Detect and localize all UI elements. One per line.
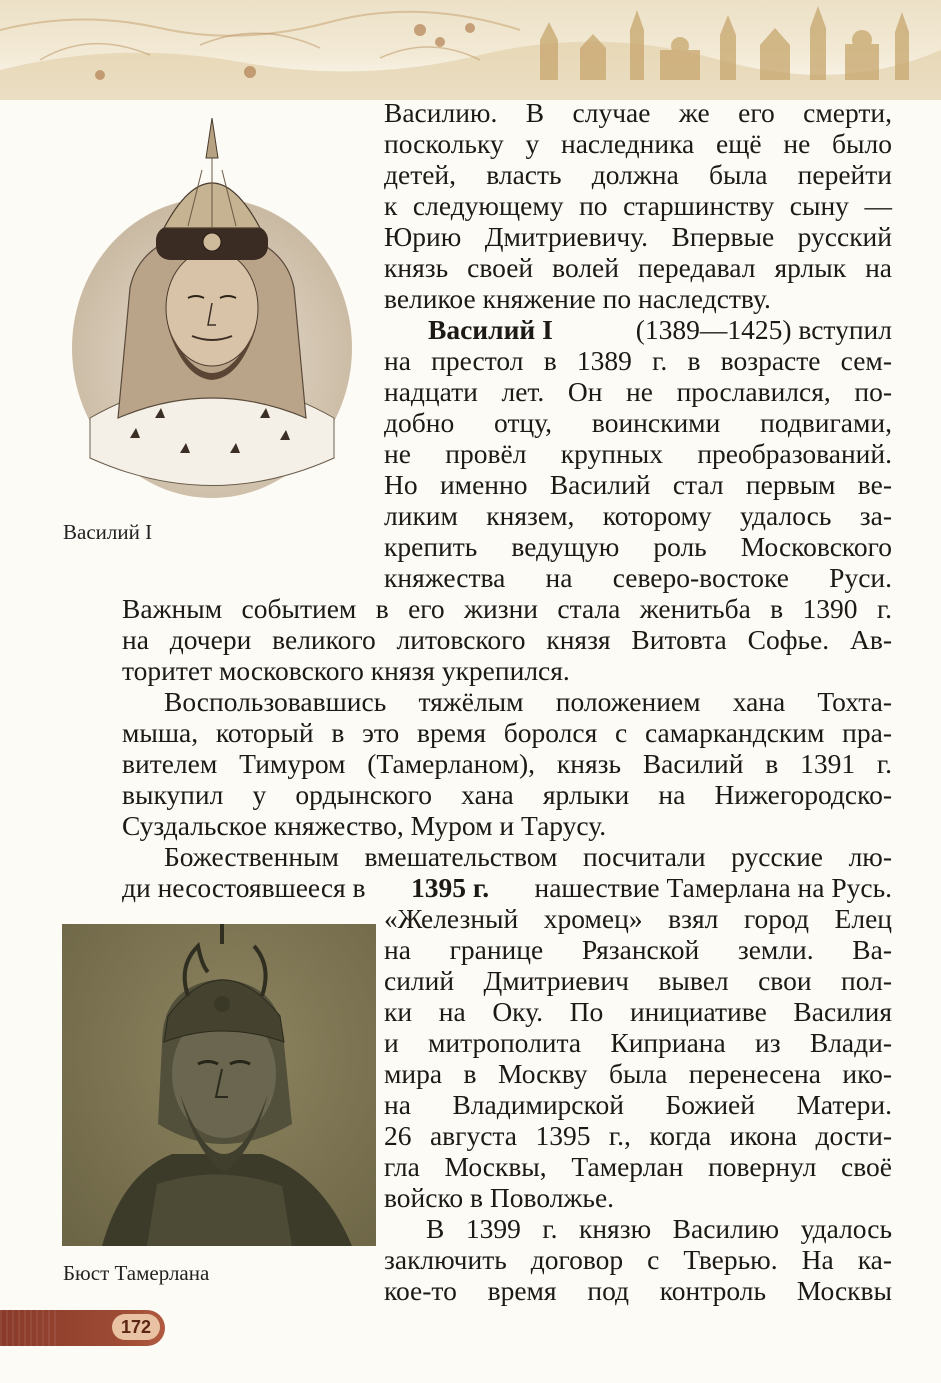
text-line: на границе Рязанской земли. Ва- [384,934,892,965]
text-line: ки на Оку. По инициативе Василия [384,996,892,1027]
text-line: и митрополита Киприана из Влади- [384,1027,892,1058]
city-panorama-icon [0,0,941,100]
text-line: ликим князем, которому удалось за- [384,500,892,531]
text-line: великое княжение по наследству. [384,283,771,314]
text-line [428,314,892,345]
text-line: на дочери великого литовского князя Витовта Софье. Ав- [122,624,892,655]
text-line: не провёл крупных преобразований. [384,438,892,469]
text-line: Важным событием в его жизни стала женитьба в 1390 г. [122,593,892,624]
tamerlane-bust-image [62,924,376,1246]
vasily-name-bold: Василий I [428,314,553,345]
text-line: торитет московского князя укрепился. [122,655,570,686]
text-line: Но именно Василий стал первым ве- [384,469,892,500]
year-1395-bold: 1395 г. [410,872,490,903]
text-line: вителем Тимуром (Тамерланом), князь Василий в 1391 г. [122,748,892,779]
text-line: на престол в 1389 г. в возрасте сем- [384,345,892,376]
text-line: гла Москвы, Тамерлан повернул своё [384,1151,892,1182]
text-line: Василию. В случае же его смерти, [384,97,892,128]
text-line: к следующему по старшинству сыну — [384,190,892,221]
text-line: выкупил у ордынского хана ярлыки на Нижегородско- [122,779,892,810]
text-line: 26 августа 1395 г., когда икона дости- [384,1120,892,1151]
text-line: детей, власть должна была перейти [384,159,892,190]
reign-years: (1389—1425) вступил [635,314,892,345]
text-line: Воспользовавшись тяжёлым положением хана Тохта- [164,686,892,717]
vasily-caption: Василий I [63,520,153,544]
text-line: крепить ведущую роль Московского [384,531,892,562]
vasily-portrait-image [70,118,354,500]
text-line: мыша, который в это время боролся с самаркандским пра- [122,717,892,748]
text-line: кое-то время под контроль Москвы [384,1275,892,1306]
text-line: «Железный хромец» взял город Елец [384,903,892,934]
text-line: мира в Москву была перенесена ико- [384,1058,892,1089]
page-number: 172 [112,1314,160,1340]
tamerlane-bust-icon [62,924,376,1246]
text-line: княжества на северо-востоке Руси. [384,562,892,593]
top-decorative-banner [0,0,941,100]
text-line: заключить договор с Тверью. На ка- [384,1244,892,1275]
text-line: надцати лет. Он не прославился, по- [384,376,892,407]
text-line: добно отцу, воинскими подвигами, [384,407,892,438]
text-line: В 1399 г. князю Василию удалось [426,1213,892,1244]
text-line [122,872,892,903]
text-fragment: нашествие Тамерлана на Русь. [534,872,892,903]
text-line: Юрию Дмитриевичу. Впервые русский [384,221,892,252]
tamerlane-caption: Бюст Тамерлана [63,1261,210,1285]
text-line: на Владимирской Божией Матери. [384,1089,892,1120]
text-line: князь своей волей передавал ярлык на [384,252,892,283]
text-line: Суздальское княжество, Муром и Тарусу. [122,810,607,841]
text-fragment: ди несостоявшееся в [122,872,366,903]
text-line: Божественным вмешательством посчитали русские лю- [164,841,892,872]
text-line: силий Дмитриевич вывел свои пол- [384,965,892,996]
text-line: поскольку у наследника ещё не было [384,128,892,159]
text-line: войско в Поволжье. [384,1182,615,1213]
